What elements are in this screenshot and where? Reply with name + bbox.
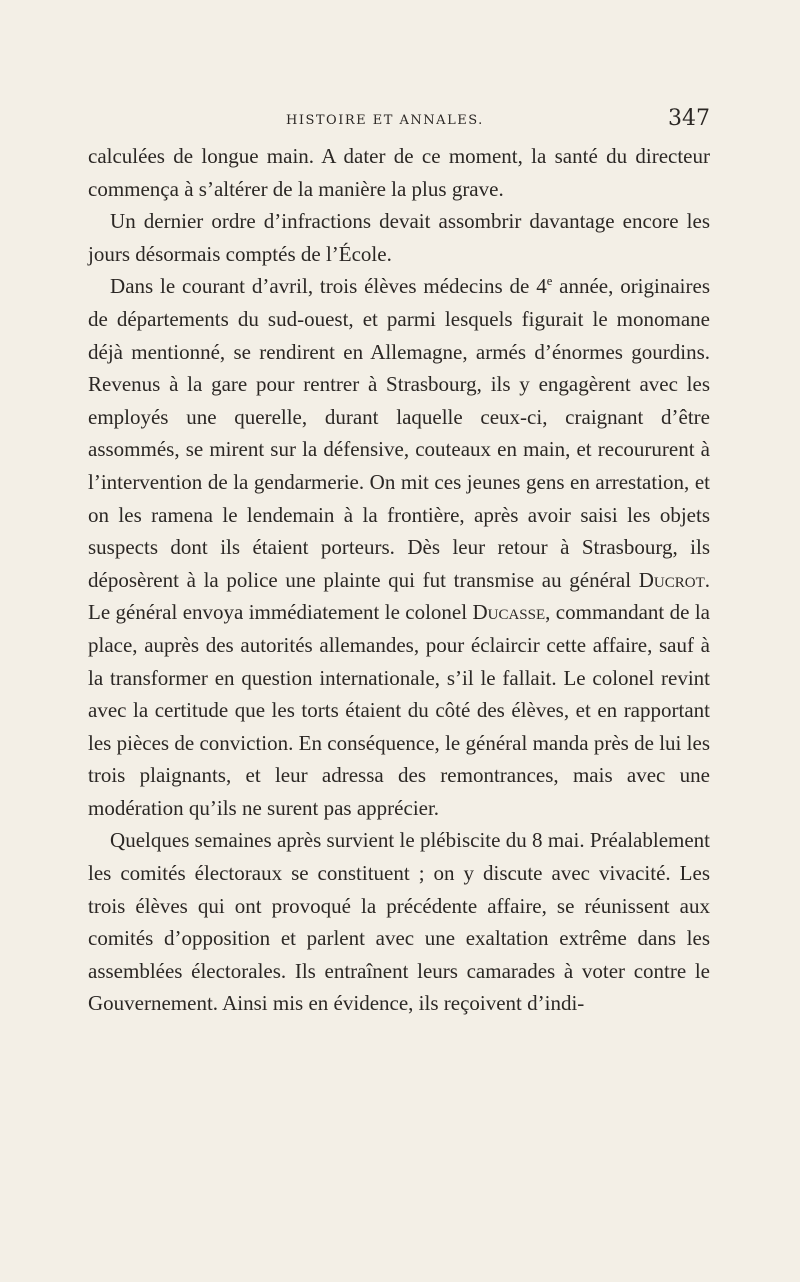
paragraph [88, 270, 710, 824]
running-head [88, 106, 710, 136]
paragraph-text: année, originaires de départements du sud-ouest, et parmi lesquels figurait le monomane déjà mentionné, se rendirent en Allemagne, armés d’énormes gourdins. Revenus à la gare pour rentrer à Strasbourg, ils y engagèrent avec les employés une querelle, durant laquelle ceux-ci, craignant d’être assommés, se mirent sur la défensive, couteaux en main, et recoururent à l’intervention de la gendarmerie. On mit ces jeunes gens en arrestation, et on les ramena le lendemain à la frontière, après avoir saisi les objets suspects dont ils étaient porteurs. Dès leur retour à Strasbourg, ils déposèrent à la police une plainte qui fut transmise au général [88, 274, 710, 592]
person-name: Ducasse [472, 600, 546, 625]
page-number: 347 [668, 106, 710, 131]
paragraph-text: . Le général envoya immédiatement le colonel [88, 567, 710, 625]
paragraph-text: , commandant de la place, auprès des autorités allemandes, pour éclaircir cette affaire, sauf à la transformer en question internationale, s’il le fallait. Le colonel revint avec la certitude que les torts étaient du côté des élèves, et en rapportant les pièces de conviction. En conséquence, le général manda près de lui les trois plaignants, et leur adressa des remontrances, mais avec une modération qu’ils ne surent pas apprécier. [88, 600, 710, 820]
paragraph: Un dernier ordre d’infractions devait assombrir davantage encore les jours désormais comptés de l’École. [88, 209, 710, 266]
paragraph: calculées de longue main. A dater de ce moment, la santé du directeur commença à s’altérer de la manière la plus grave. [88, 144, 710, 201]
paragraph-text: Dans le courant d’avril, trois élèves médecins de 4 [110, 274, 547, 299]
ordinal-superscript: e [546, 274, 553, 289]
paragraph: Quelques semaines après survient le plébiscite du 8 mai. Préalablement les comités électoraux se constituent ; on y discute avec vivacité. Les trois élèves qui ont provoqué la précédente affaire, se réunissent aux comités d’opposition et parlent avec une exaltation extrême dans les assemblées électorales. Ils entraînent leurs camarades à voter contre le Gouvernement. Ainsi mis en évidence, ils reçoivent d’indi- [88, 828, 710, 1016]
person-name: Ducrot [638, 567, 705, 592]
running-title: HISTOIRE ET ANNALES. [286, 113, 484, 128]
body-text [88, 140, 710, 1020]
